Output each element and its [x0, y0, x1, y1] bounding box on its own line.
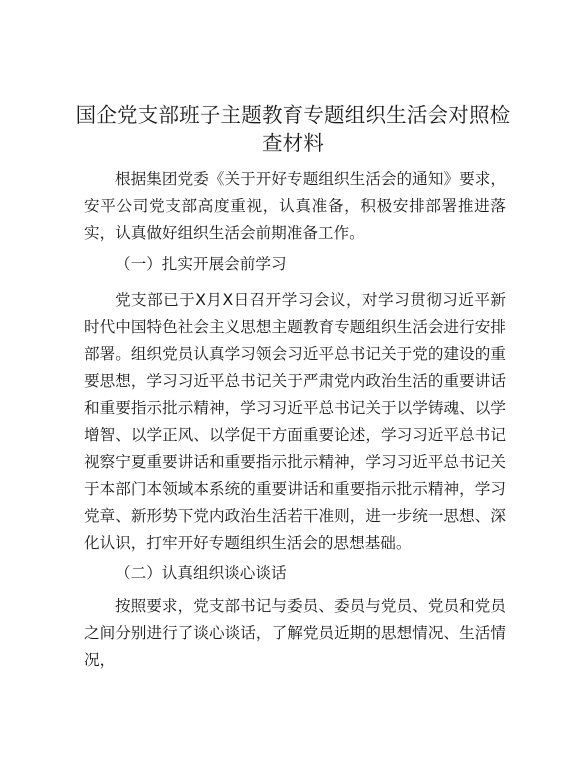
intro-paragraph: 根据集团党委《关于开好专题组织生活会的通知》要求，安平公司党支部高度重视，认真准备，积极安排部署推进落实，认真做好组织生活会前期准备工作。 — [84, 170, 506, 242]
section-heading-study: （一）扎实开展会前学习 — [115, 255, 287, 273]
talks-paragraph: 按照要求，党支部书记与委员、委员与党员、党员和党员之间分别进行了谈心谈话，了解党员近期的思想情况、生活情况， — [84, 597, 506, 669]
section-heading-talks: （二）认真组织谈心谈话 — [115, 564, 287, 582]
document-title: 国企党支部班子主题教育专题组织生活会对照检查材料 — [75, 103, 511, 155]
study-paragraph: 党支部已于X月X日召开学习会议，对学习贯彻习近平新时代中国特色社会主义思想主题教育专题组织生活会进行安排部署。组织党员认真学习领会习近平总书记关于党的建设的重要思想，学习习近平总书记关于严肃党内政治生活的重要讲话和重要指示批示精神，学习习近平总书记关于以学铸魂、以学增智、以学正风、以学促干方面重要论述，学习习近平总书记视察宁夏重要讲话和重要指示批示精神，学习习近平总书记关于本部门本领域本系统的重要讲话和重要指示批示精神，学习党章、新形势下党内政治生活若干准则，进一步统一思想、深化认识，打牢开好专题组织生活会的思想基础。 — [84, 291, 506, 552]
